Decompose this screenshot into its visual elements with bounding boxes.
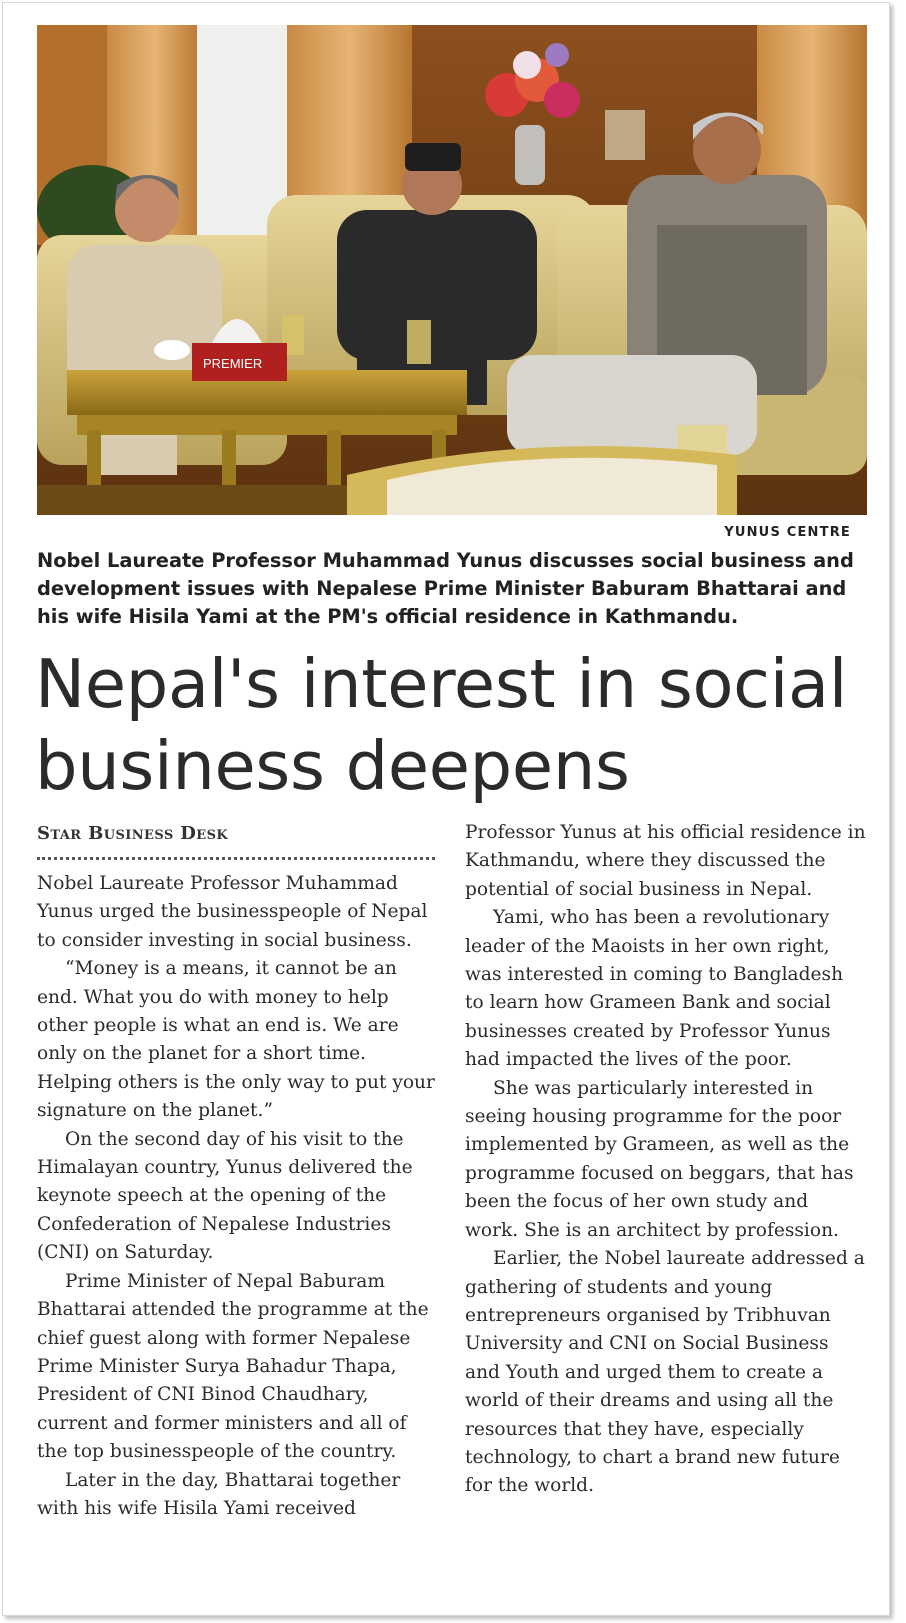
article-column-left	[37, 823, 439, 1523]
byline-divider	[37, 857, 435, 860]
paragraph: Nobel Laureate Professor Muhammad Yunus urged the businesspeople of Nepal to consider investing in social business.	[37, 873, 428, 951]
paragraph: Earlier, the Nobel laureate addressed a gathering of students and young entrepreneurs organised by Tribhuvan University and CNI on Social Business and Youth and urged them to create a world of their dreams and using all the resources that they have, especially technology, to chart a brand new future for the world.	[465, 1248, 865, 1497]
paragraph: Later in the day, Bhattarai together with his wife Hisila Yami received	[37, 1469, 401, 1519]
meeting-photo-illustration	[37, 25, 867, 515]
paragraph: “Money is a means, it cannot be an end. What you do with money to help other people is what an end is. We are only on the planet for a short time. Helping others is the only way to put your signature on the planet.”	[37, 958, 435, 1122]
photo-credit: YUNUS CENTRE	[724, 525, 851, 540]
paragraph: Prime Minister of Nepal Baburam Bhattarai attended the programme at the chief guest along with former Nepalese Prime Minister Surya Bahadur Thapa, President of CNI Binod Chaudhary, current and former ministers and all of the top businesspeople of the country.	[37, 1270, 429, 1463]
paragraph: She was particularly interested in seeing housing programme for the poor implemented by Grameen, as well as the programme focused on beggars, that has been the focus of her own study and work. She is an architect by profession.	[465, 1077, 854, 1241]
tissue-box-label: PREMIER	[203, 356, 263, 371]
article-headline: Nepal's interest in social business deepens	[35, 645, 848, 805]
article-photo	[37, 25, 867, 515]
byline: Star Business Desk	[37, 823, 229, 844]
newspaper-clipping	[2, 2, 890, 1616]
paragraph: Professor Yunus at his official residence in Kathmandu, where they discussed the potential of social business in Nepal.	[465, 822, 866, 900]
paragraph: Yami, who has been a revolutionary leader of the Maoists in her own right, was interested in coming to Bangladesh to learn how Grameen Bank and social businesses created by Professor Yunus had impacted the lives of the poor.	[465, 907, 844, 1071]
photo-caption: Nobel Laureate Professor Muhammad Yunus discusses social business and development issues with Nepalese Prime Minister Baburam Bhattarai and his wife Hisila Yami at the PM's official residence in Kathmandu.	[37, 549, 854, 628]
paragraph: On the second day of his visit to the Himalayan country, Yunus delivered the keynote speech at the opening of the Confederation of Nepalese Industries (CNI) on Saturday.	[37, 1128, 413, 1264]
article-column-right	[465, 819, 867, 1501]
